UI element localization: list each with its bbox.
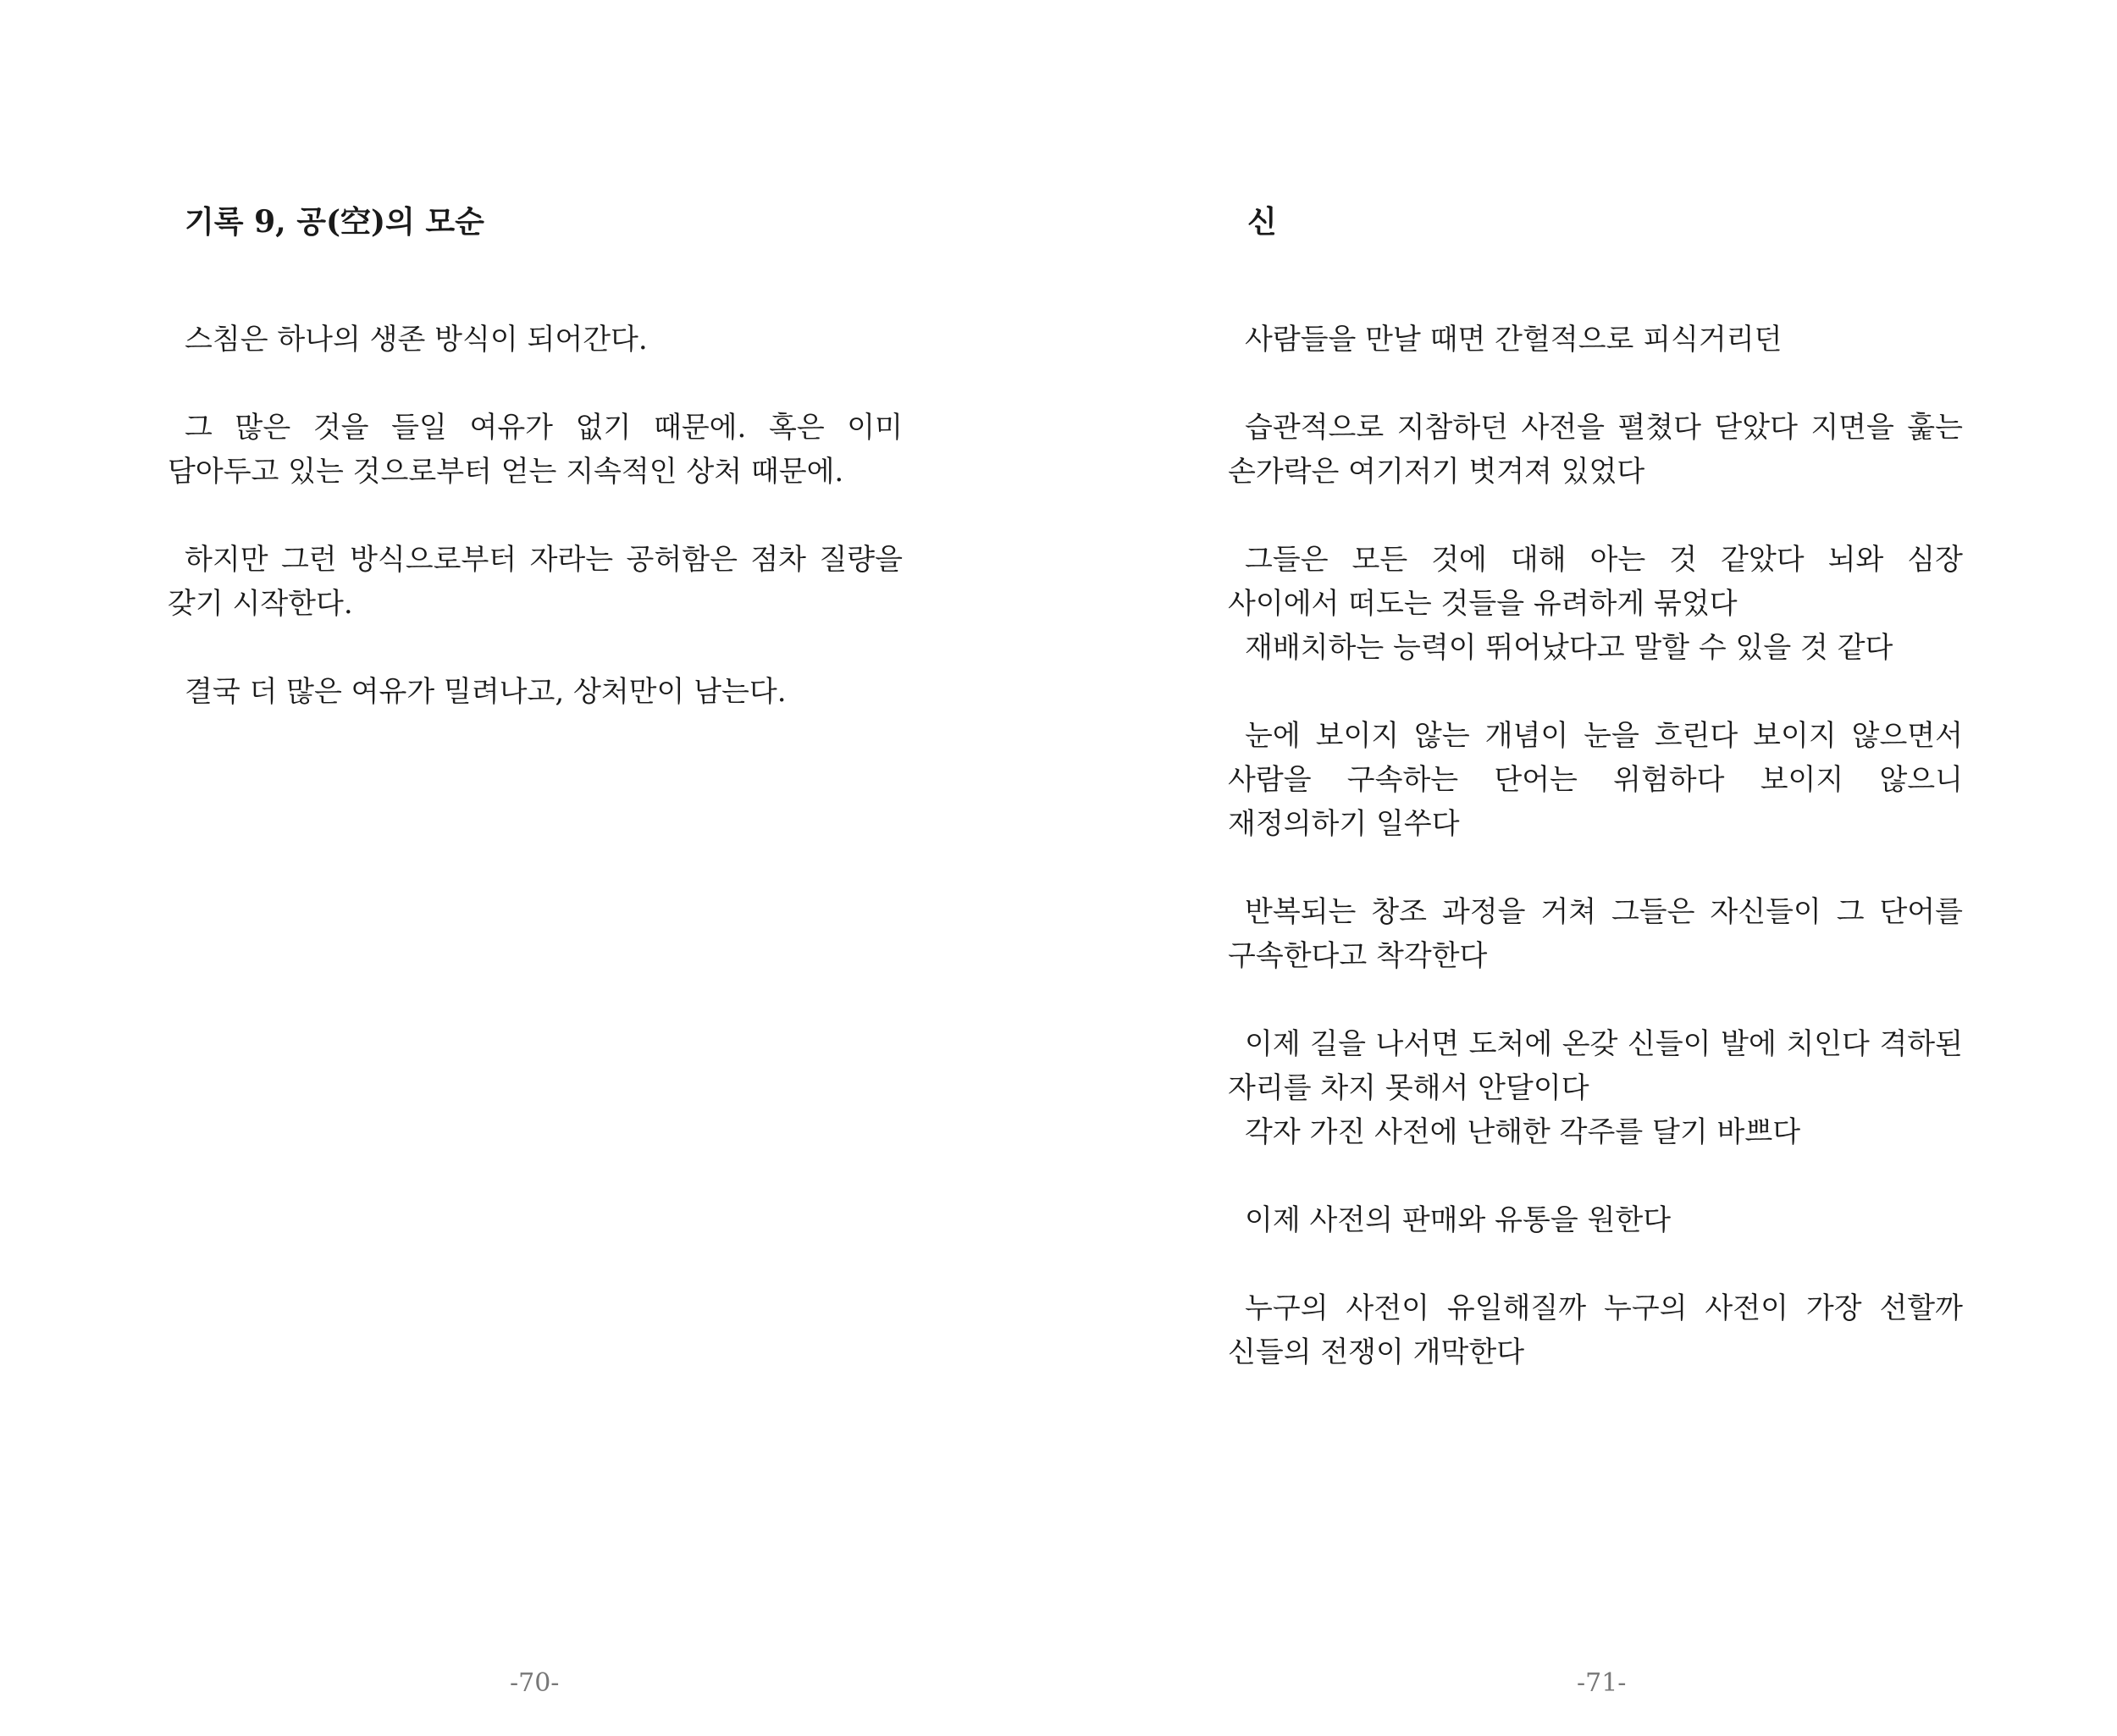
paragraph: 사람들을 만날 때면 간헐적으로 피식거리던 (1245, 323, 1783, 357)
left-page (0, 0, 1058, 1736)
right-page-number: -71- (1577, 1668, 1627, 1698)
paragraph: 그 많은 것을 들일 여유가 없기 때문에. 혹은 이미 담아두고 있는 것으로부터 얻는 지속적인 상처 때문에. (168, 411, 903, 489)
right-page-title: 신 (1247, 204, 1277, 240)
paragraph: 이제 길을 나서면 도처에 온갖 신들이 발에 치인다 격하된 자리를 차지 못해서 안달이다 (1228, 1027, 1963, 1105)
paragraph: 재배치하는 능력이 뛰어났다고 말할 수 있을 것 같다 (1245, 631, 1893, 665)
left-page-title: 기록 9, 공(空)의 모순 (185, 204, 484, 240)
paragraph: 각자 가진 사전에 난해한 각주를 달기 바쁘다 (1245, 1115, 1801, 1149)
left-page-number: -70- (510, 1668, 560, 1698)
paragraph: 누구의 사전이 유일해질까 누구의 사전이 가장 선할까 신들의 전쟁이 개막한다 (1228, 1291, 1963, 1369)
paragraph: 그들은 모든 것에 대해 아는 것 같았다 뇌와 심장 사이에서 떠도는 것들을 유려하게 묶었다 (1228, 543, 1963, 621)
right-page (1058, 0, 2117, 1736)
right-page-body (1228, 318, 1963, 1418)
paragraph: 이제 사전의 판매와 유통을 원한다 (1245, 1203, 1672, 1237)
paragraph: 눈에 보이지 않는 개념이 눈을 흐린다 보이지 않으면서 사람을 구속하는 단어는 위험하다 보이지 않으니 재정의하기 일쑤다 (1228, 719, 1963, 841)
paragraph: 반복되는 창조 과정을 거쳐 그들은 자신들이 그 단어를 구속한다고 착각한다 (1228, 895, 1963, 973)
left-page-body (168, 318, 903, 758)
paragraph: 결국 더 많은 여유가 밀려나고, 상처만이 남는다. (185, 675, 787, 709)
paragraph: 스침은 하나의 생존 방식이 되어간다. (185, 323, 648, 357)
paragraph: 습관적으로 지참하던 사전을 펼쳤다 닫았다 지면을 훑는 손가락은 여기저기 벗겨져 있었다 (1228, 411, 1963, 489)
paragraph: 하지만 그런 방식으로부터 자라는 공허함은 점차 질량을 갖기 시작한다. (168, 543, 903, 621)
